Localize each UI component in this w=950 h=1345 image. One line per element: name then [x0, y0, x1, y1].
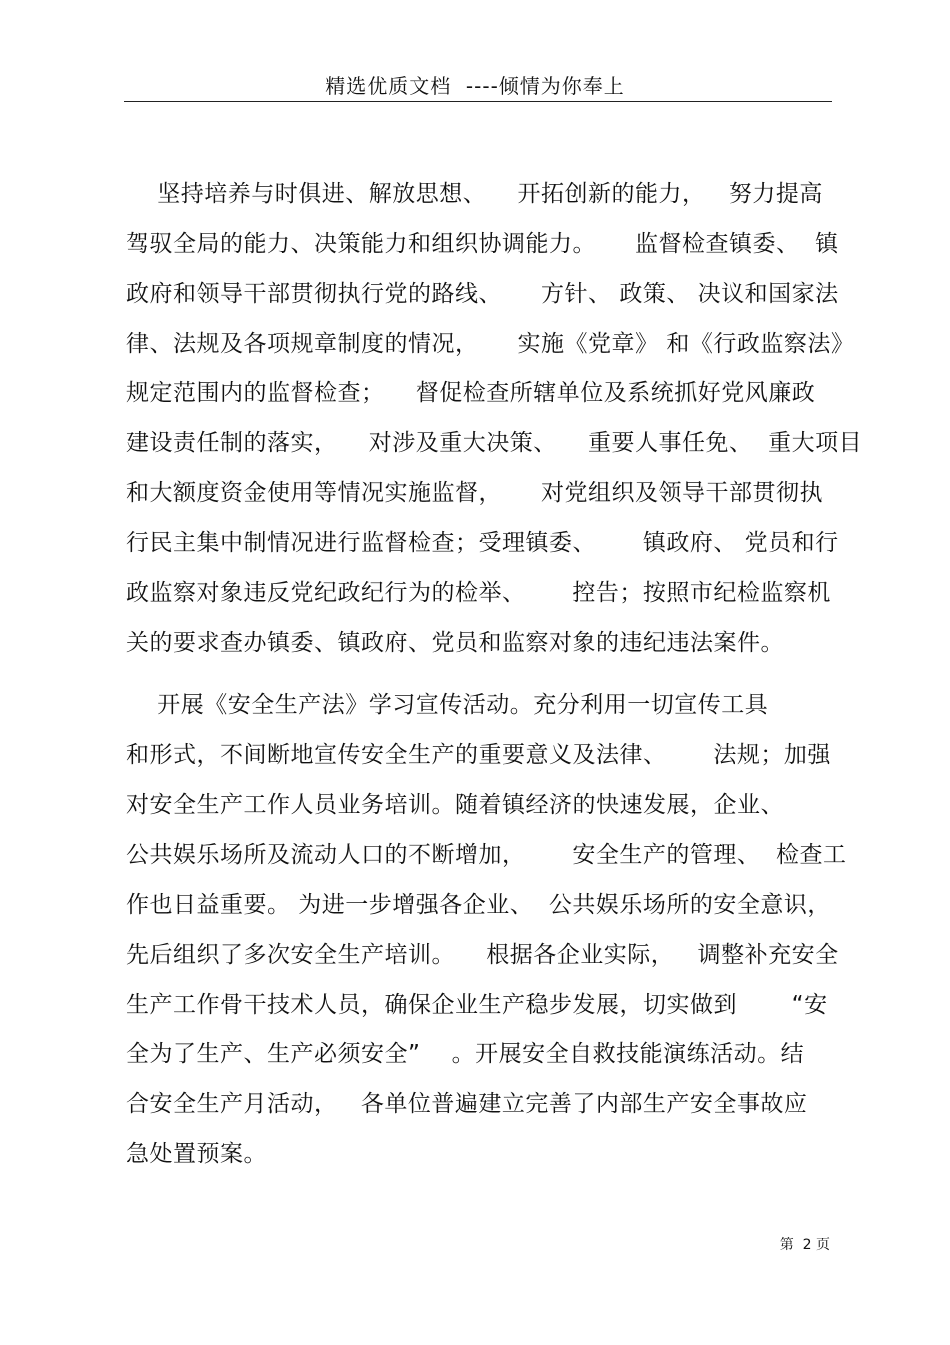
text-line: 关的要求查办镇委、镇政府、党员和监察对象的违纪违法案件。: [126, 630, 784, 656]
text-line: 作也日益重要。 为进一步增强各企业、 公共娱乐场所的安全意识，: [126, 892, 831, 918]
text-line: 行民主集中制情况进行监督检查；受理镇委、 镇政府、 党员和行: [126, 530, 839, 556]
text-line: 律、法规及各项规章制度的情况， 实施《党章》 和《行政监察法》: [126, 331, 855, 357]
text-line: 生产工作骨干技术人员，确保企业生产稳步发展，切实做到 “安: [126, 992, 828, 1018]
text-line: 和形式，不间断地宣传安全生产的重要意义及法律、 法规；加强: [126, 742, 831, 768]
text-line: 对安全生产工作人员业务培训。随着镇经济的快速发展，企业、: [126, 792, 784, 818]
text-line: 驾驭全局的能力、决策能力和组织协调能力。 监督检查镇委、 镇: [126, 231, 839, 257]
text-line: 公共娱乐场所及流动人口的不断增加， 安全生产的管理、 检查工: [126, 842, 847, 868]
header-divider: [124, 101, 832, 102]
text-line: 开展《安全生产法》学习宣传活动。充分利用一切宣传工具: [126, 692, 769, 718]
text-line: 规定范围内的监督检查； 督促检查所辖单位及系统抓好党风廉政: [126, 380, 816, 406]
text-line: 坚持培养与时俱进、解放思想、 开拓创新的能力， 努力提高: [126, 181, 823, 207]
header-title: 精选优质文档 ----倾情为你奉上: [325, 74, 625, 98]
text-line: 合安全生产月活动， 各单位普遍建立完善了内部生产安全事故应: [126, 1091, 808, 1117]
text-line: 政监察对象违反党纪政纪行为的检举、 控告；按照市纪检监察机: [126, 580, 831, 606]
page-number: 第 2 页: [779, 1237, 830, 1253]
text-line: 和大额度资金使用等情况实施监督， 对党组织及领导干部贯彻执: [126, 480, 824, 506]
text-line: 政府和领导干部贯彻执行党的路线、 方针、 政策、 决议和国家法: [126, 281, 839, 307]
text-line: 急处置预案。: [126, 1141, 267, 1167]
text-line: 建设责任制的落实， 对涉及重大决策、 重要人事任免、 重大项目: [126, 430, 863, 456]
text-line: 全为了生产、生产必须安全” 。开展安全自救技能演练活动。结: [126, 1041, 805, 1067]
text-line: 先后组织了多次安全生产培训。 根据各企业实际， 调整补充安全: [126, 942, 839, 968]
